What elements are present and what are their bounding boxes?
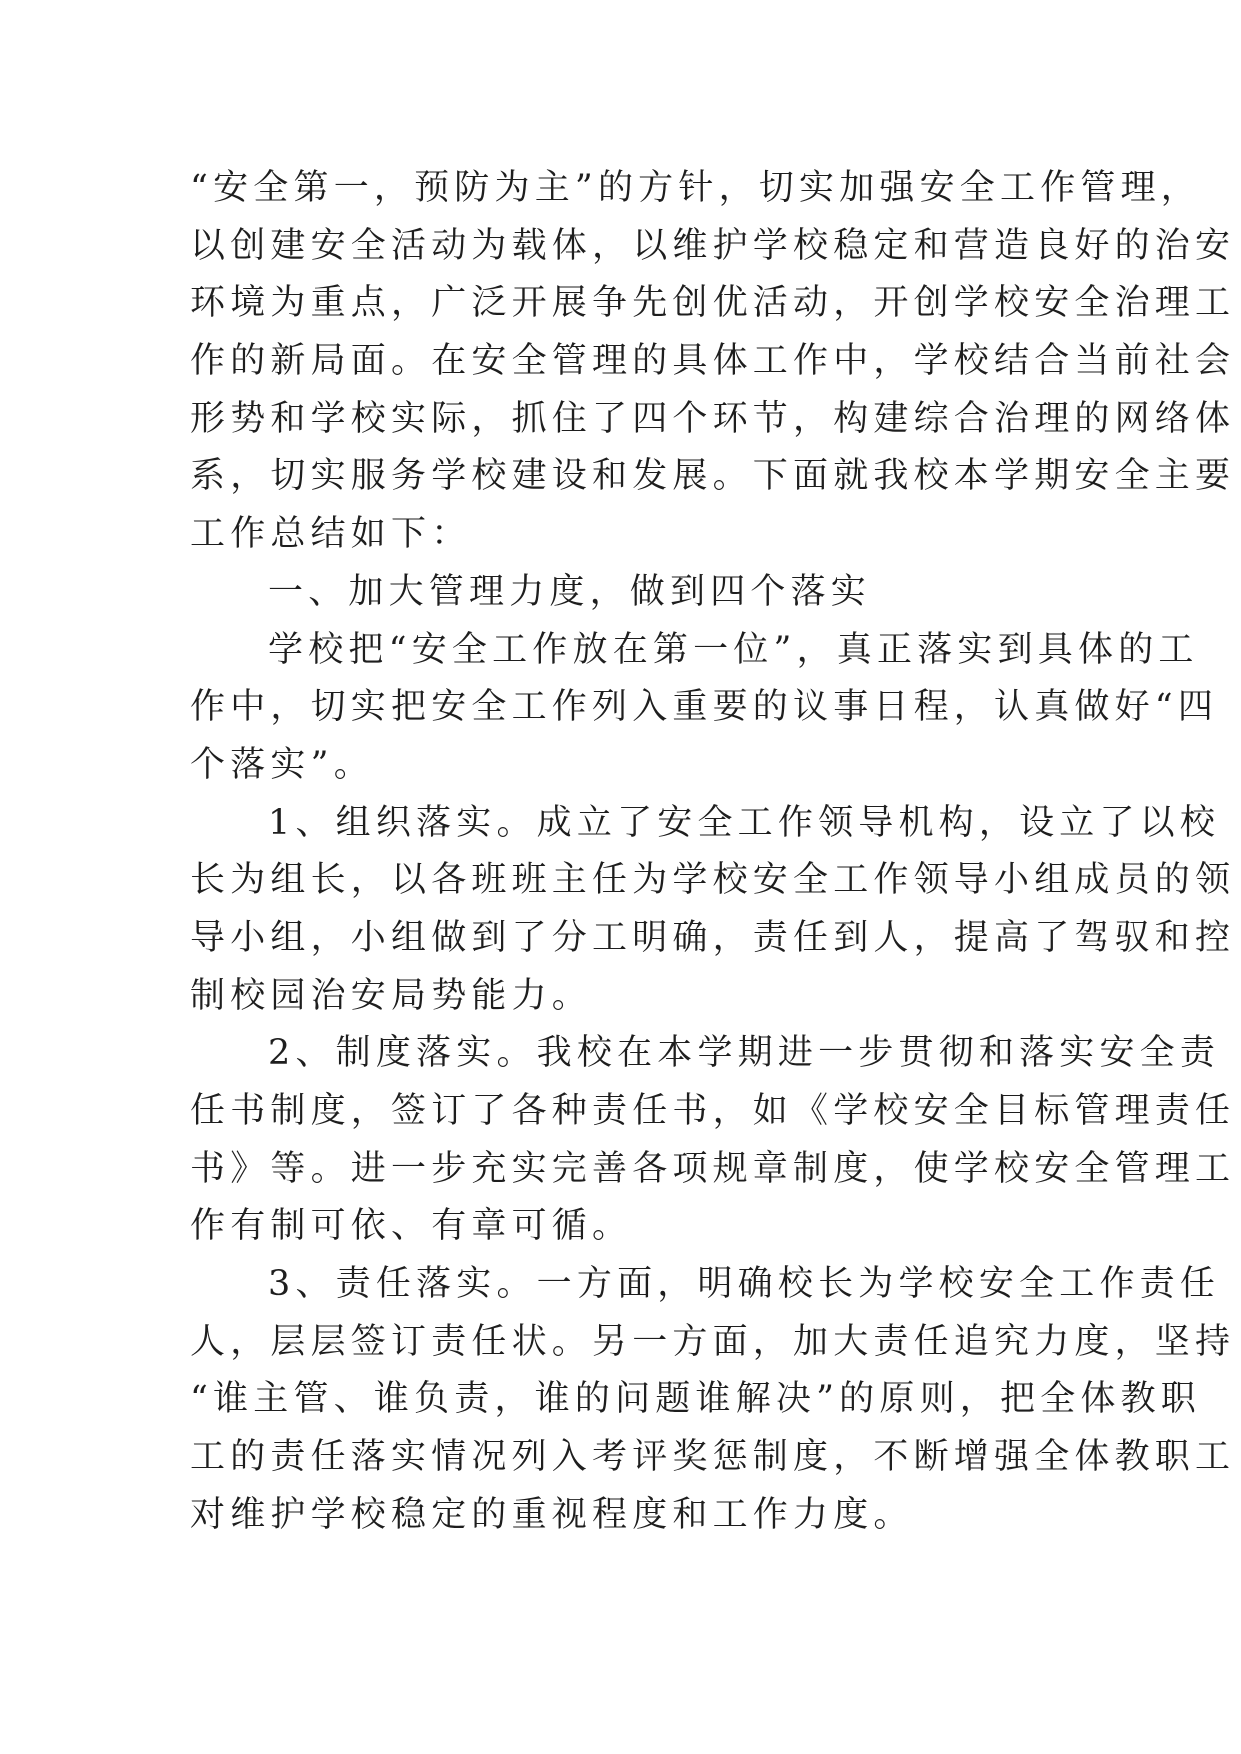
text-line: 长为组长，以各班班主任为学校安全工作领导小组成员的领 <box>190 860 1236 901</box>
text-line: 系，切实服务学校建设和发展。下面就我校本学期安全主要 <box>190 456 1236 497</box>
text-line: “谁主管、谁负责，谁的问题谁解决”的原则，把全体教职 <box>190 1379 1201 1420</box>
text-line: 作中，切实把安全工作列入重要的议事日程，认真做好“四 <box>190 687 1219 728</box>
text-line: 导小组，小组做到了分工明确，责任到人，提高了驾驭和控 <box>190 917 1236 958</box>
text-line: 学校把“安全工作放在第一位”，真正落实到具体的工 <box>268 629 1199 670</box>
text-line: 3、责任落实。一方面，明确校长为学校安全工作责任 <box>268 1264 1221 1305</box>
text-line: 对维护学校稳定的重视程度和工作力度。 <box>190 1494 914 1535</box>
text-line: 个落实”。 <box>190 744 374 785</box>
text-line: 任书制度，签订了各种责任书，如《学校安全目标管理责任 <box>190 1091 1236 1131</box>
text-line: “安全第一，预防为主”的方针，切实加强安全工作管理， <box>190 168 1201 208</box>
text-line: 作有制可依、有章可循。 <box>190 1206 633 1247</box>
text-line: 以创建安全活动为载体，以维护学校稳定和营造良好的治安 <box>190 225 1236 266</box>
text-line: 人，层层签订责任状。另一方面，加大责任追究力度，坚持 <box>190 1321 1236 1362</box>
text-line: 书》等。进一步充实完善各项规章制度，使学校安全管理工 <box>190 1148 1236 1189</box>
text-line: 2、制度落实。我校在本学期进一步贯彻和落实安全责 <box>268 1033 1221 1074</box>
text-line: 环境为重点，广泛开展争先创优活动，开创学校安全治理工 <box>190 283 1236 324</box>
text-line: 形势和学校实际，抓住了四个环节，构建综合治理的网络体 <box>190 398 1236 439</box>
document-body <box>190 160 1236 1545</box>
text-line: 作的新局面。在安全管理的具体工作中，学校结合当前社会 <box>190 341 1236 382</box>
section-heading: 一、加大管理力度，做到四个落实 <box>268 571 872 612</box>
text-line: 工作总结如下： <box>190 514 472 555</box>
text-line: 1、组织落实。成立了安全工作领导机构，设立了以校 <box>268 802 1221 843</box>
text-line: 工的责任落实情况列入考评奖惩制度，不断增强全体教职工 <box>190 1437 1236 1478</box>
text-line: 制校园治安局势能力。 <box>190 975 593 1016</box>
